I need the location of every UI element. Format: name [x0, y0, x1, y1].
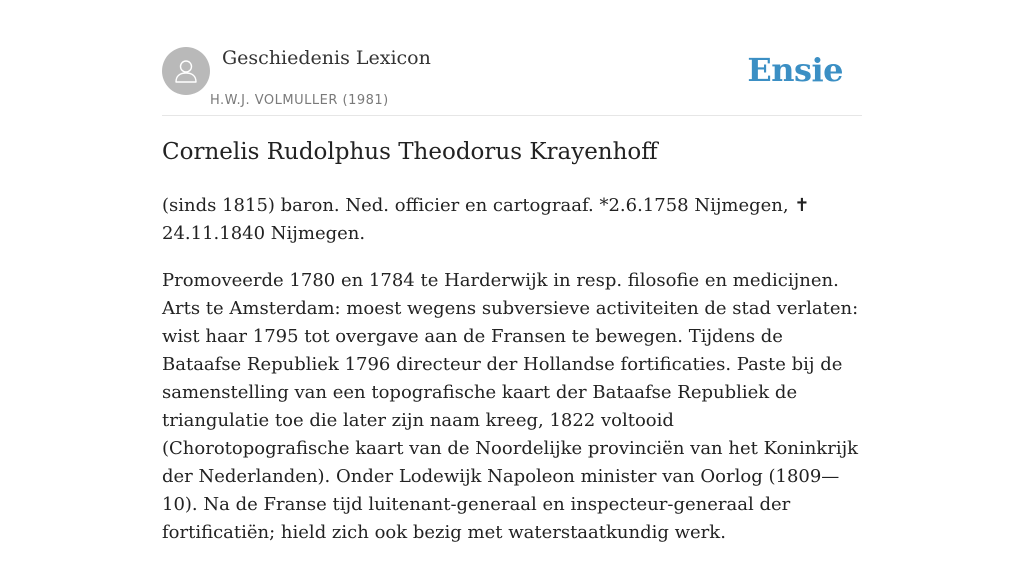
article-body [162, 192, 867, 566]
ensie-logo-link[interactable]: Ensie [747, 51, 843, 89]
article-main-paragraph: Promoveerde 1780 en 1784 te Harderwijk in resp. filosofie en medicijnen. Arts te Amsterdam: moest wegens subversieve activiteiten de stad verlaten: wist haar 1795 tot overgave aan de Fransen te bewegen. Tijdens de Bataafse Republiek 1796 directeur der Hollandse fortificaties. Paste bij de samenstelling van een topografische kaart der Bataafse Republiek de triangulatie toe die later zijn naam kreeg, 1822 voltooid (Chorotopografische kaart van de Noordelijke provinciën van het Koninkrijk der Nederlanden). Onder Lodewijk Napoleon minister van Oorlog (1809—10). Na de Franse tijd luitenant-generaal en inspecteur-generaal der fortificatiën; hield zich ook bezig met waterstaatkundig werk. [162, 270, 859, 543]
page-title: Cornelis Rudolphus Theodorus Krayenhoff [162, 139, 658, 165]
lexicon-header [162, 44, 862, 116]
avatar[interactable] [162, 47, 210, 95]
article-intro-paragraph: (sinds 1815) baron. Ned. officier en cartograaf. *2.6.1758 Nijmegen, ✝ 24.11.1840 Nijmegen. [162, 195, 810, 244]
author-name[interactable]: H.W.J. VOLMULLER (1981) [210, 93, 389, 108]
user-icon [171, 56, 201, 86]
lexicon-title[interactable]: Geschiedenis Lexicon [222, 47, 431, 69]
